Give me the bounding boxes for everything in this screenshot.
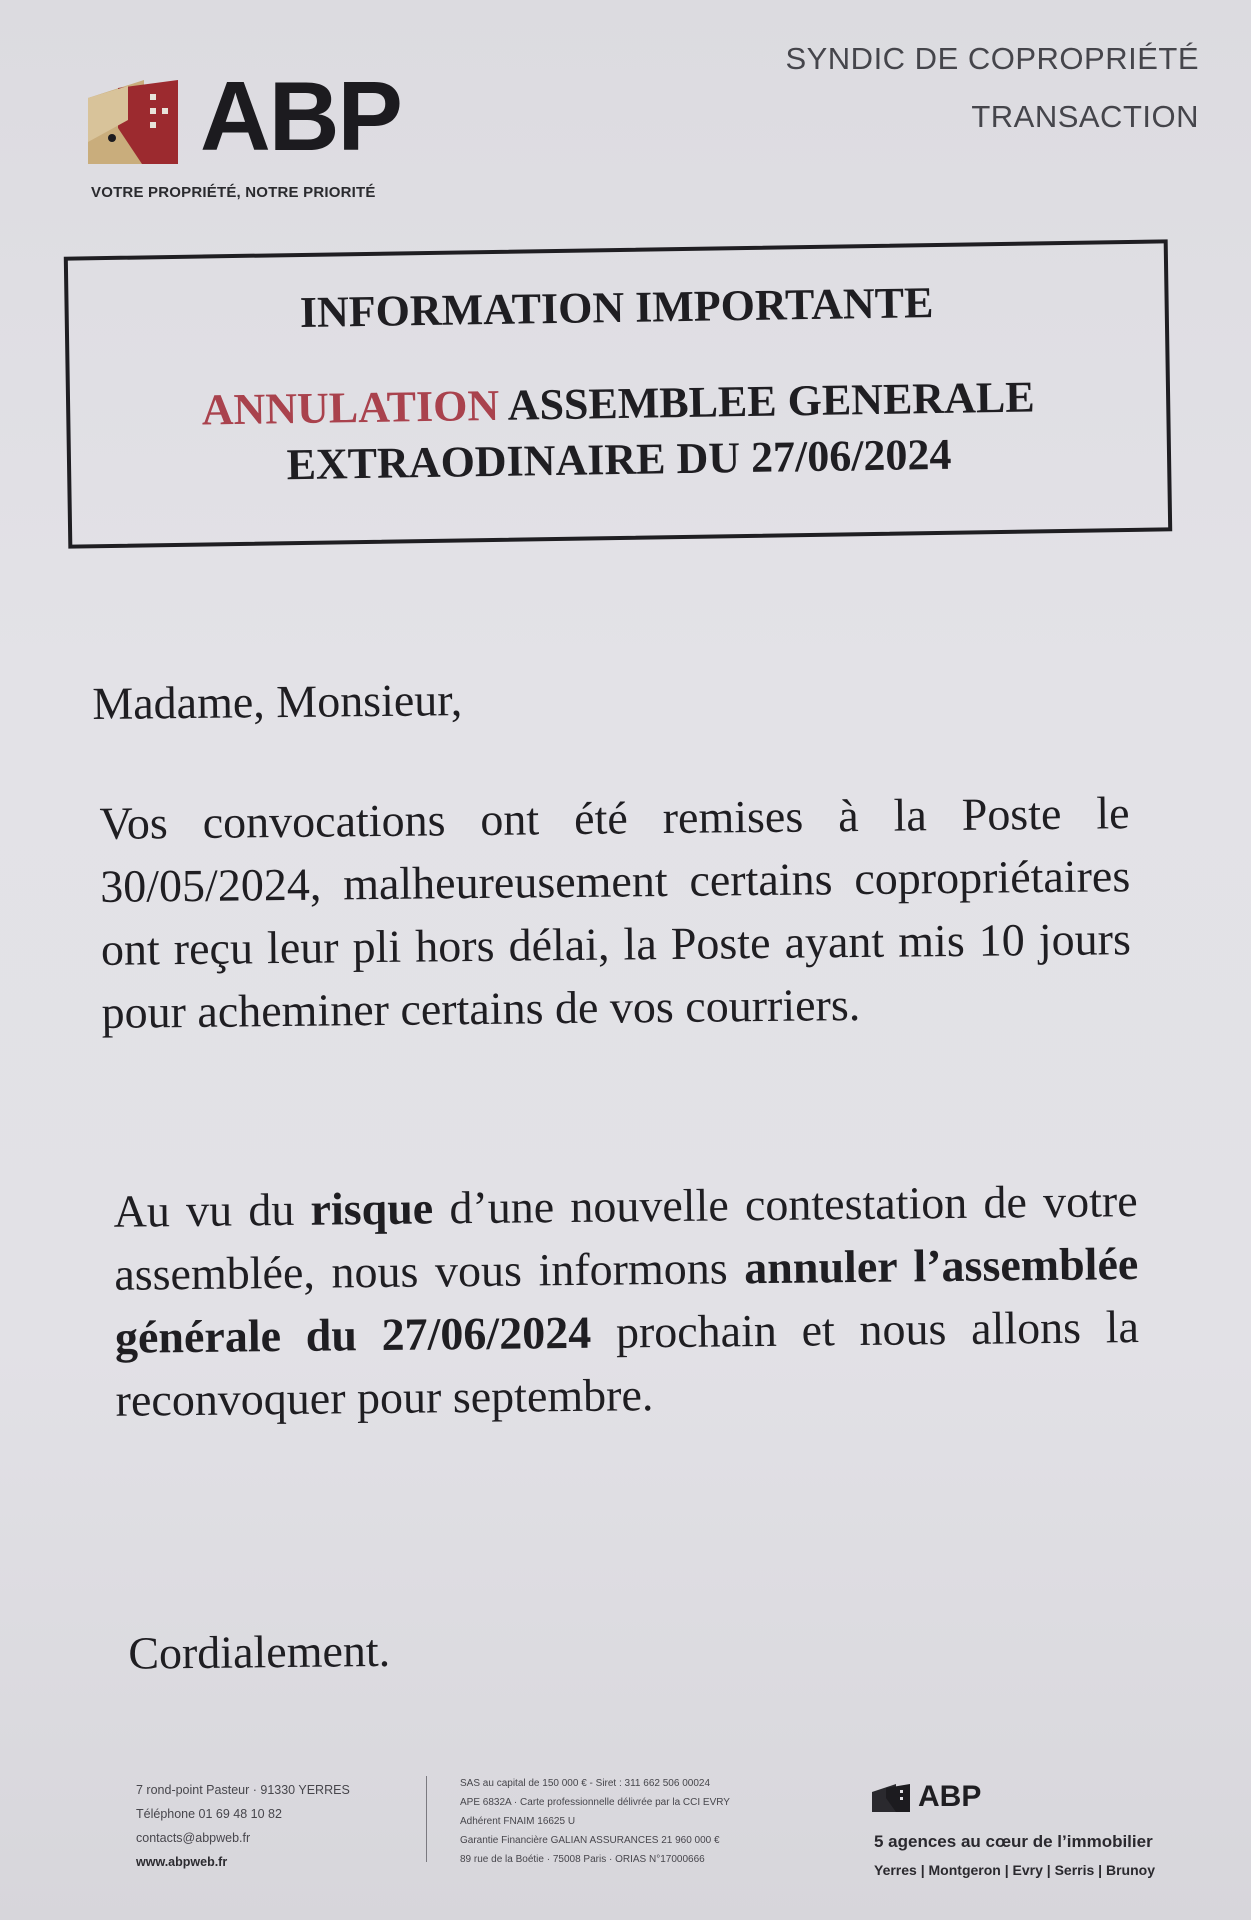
notice-title [70,367,1168,496]
footer-brand-tagline: 5 agences au cœur de l’immobilier [874,1832,1153,1851]
footer-website: www.abpweb.fr [136,1855,228,1869]
logo-tagline: VOTRE PROPRIÉTÉ, NOTRE PRIORITÉ [91,184,376,201]
paragraph-delivery-delay: Vos convocations ont été remises à la Poste le 30/05/2024, malheureusement certains copropriétaires ont reçu leur pli hors délai, la Poste ayant mis 10 jours pour acheminer certains de vos courriers. [99,787,1132,1038]
service-syndic: SYNDIC DE COPROPRIÉTÉ [785,41,1199,76]
footer-legal-line: Adhérent FNAIM 16625 U [460,1816,576,1827]
letter-body [92,661,1140,1679]
house-logo-icon [872,1784,910,1812]
notice-title-line2: EXTRAODINAIRE DU 27/06/2024 [286,429,952,490]
footer-phone: Téléphone 01 69 48 10 82 [136,1807,282,1821]
footer-address: 7 rond-point Pasteur · 91330 YERRES [136,1783,350,1797]
notice-heading: INFORMATION IMPORTANTE [299,278,934,337]
closing: Cordialement. [128,1624,391,1679]
footer-legal-line: APE 6832A · Carte professionnelle délivrée par la CCI EVRY [460,1797,730,1808]
service-transaction: TRANSACTION [971,99,1199,134]
para2-text-2: d’une nouvelle contestation de votre assemblée, nous vous informons [114,1175,1138,1300]
footer-legal [460,1774,730,1869]
footer-email: contacts@abpweb.fr [136,1831,251,1845]
paragraph-cancellation [113,1169,1140,1432]
para2-text-1: Au vu du [113,1183,311,1237]
para2-bold-cancel: annuler l’assemblée générale du 27/06/2024 [114,1238,1139,1363]
footer-contact [136,1778,350,1874]
salutation: Madame, Monsieur, [92,674,463,729]
footer-divider [426,1776,427,1862]
footer [0,1770,1251,1890]
services-list [785,30,1199,146]
footer-legal-line: 89 rue de la Boétie · 75008 Paris · ORIAS N°17000666 [460,1854,705,1865]
logo-wordmark: ABP [200,61,401,171]
para2-text-3: prochain et nous allons la reconvoquer pour septembre. [115,1301,1140,1426]
notice-title-rest: ASSEMBLEE GENERALE [507,372,1035,430]
notice-cancellation-word: ANNULATION [201,380,500,435]
important-notice-box [64,239,1172,548]
abp-logo [88,61,401,208]
house-logo-icon [88,80,178,164]
footer-agencies: Yerres | Montgeron | Evry | Serris | Brunoy [874,1862,1155,1878]
footer-legal-line: Garantie Financière GALIAN ASSURANCES 21 960 000 € [460,1835,720,1846]
footer-brand-name: ABP [918,1780,982,1813]
footer-legal-line: SAS au capital de 150 000 € - Siret : 311 662 506 00024 [460,1778,710,1789]
para2-bold-risk: risque [310,1182,434,1235]
